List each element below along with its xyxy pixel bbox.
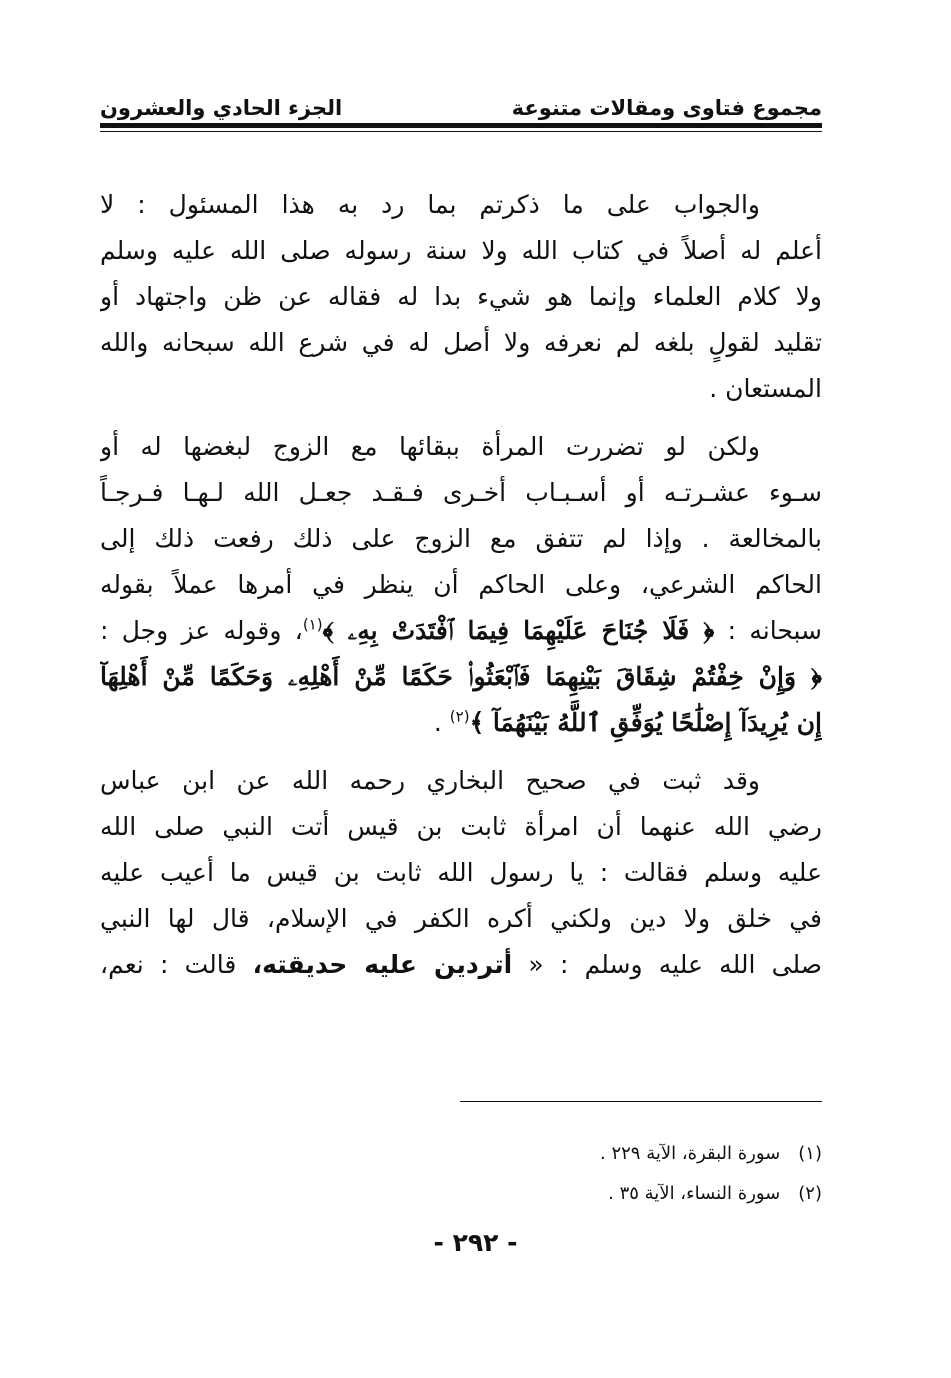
quran-verse: ﴿ وَإِنْ خِفْتُمْ شِقَاقَ بَيْنِهِمَا فَٱبْعَثُوا۟ حَكَمًا مِّنْ أَهْلِهِۦ وَحَكَمًا مِّنْ أَهْلِهَآ — [100, 662, 822, 691]
footnote — [100, 1134, 822, 1174]
footnote — [100, 1174, 822, 1214]
running-header — [100, 84, 822, 120]
text-line — [100, 608, 822, 654]
text-line: رضي الله عنهما أن امرأة ثابت بن قيس أتت النبي صلى الله — [100, 812, 822, 841]
line-text: ، وقوله عز وجل : — [100, 616, 303, 645]
header-rule-thick — [100, 123, 822, 128]
hadith-quote: أتردين عليه حديقته، — [252, 950, 513, 979]
footnotes — [100, 1134, 822, 1214]
text-line — [100, 700, 822, 746]
text-line: ولا كلام العلماء وإنما هو شيء بدا له فقاله عن ظن واجتهاد أو — [100, 282, 822, 311]
paragraph-hadith — [100, 758, 822, 988]
text-line: عليه وسلم فقالت : يا رسول الله ثابت بن قيس ما أعيب عليه — [100, 858, 822, 887]
footnote-ref: (٢) — [449, 707, 470, 726]
footnote-number: (١) — [798, 1143, 822, 1164]
body-text — [100, 182, 822, 1000]
paragraph-answer — [100, 182, 822, 412]
quran-verse: ﴿ فَلَا جُنَاحَ عَلَيْهِمَا فِيمَا ٱفْتَدَتْ بِهِۦ ﴾ — [322, 616, 715, 645]
footnote-text: سورة النساء، الآية ٣٥ . — [608, 1183, 781, 1204]
text-line: المستعان . — [709, 374, 822, 403]
book-title: مجموع فتاوى ومقالات متنوعة — [511, 96, 822, 120]
line-text: قالت : نعم، — [100, 950, 253, 979]
paragraph-khula — [100, 424, 822, 746]
footnote-number: (٢) — [798, 1183, 822, 1204]
text-line: وقد ثبت في صحيح البخاري رحمه الله عن ابن عباس — [100, 766, 760, 795]
text-line: بالمخالعة . وإذا لم تتفق مع الزوج على ذلك رفعت ذلك إلى — [100, 524, 822, 553]
text-line — [100, 654, 822, 700]
text-line: سـوء عشـرتـه أو أسـبـاب أخـرى فـقـد جعـل الله لـهـا فـرجـاً — [100, 478, 822, 507]
page-number: - ٢٩٢ - — [433, 1228, 518, 1257]
line-text: . — [433, 708, 450, 737]
line-text: سبحانه : — [714, 616, 822, 645]
quran-verse: إِن يُرِيدَآ إِصْلَٰحًا يُوَفِّقِ ٱللَّهُ بَيْنَهُمَآ ﴾ — [469, 708, 822, 737]
text-line: الحاكم الشرعي، وعلى الحاكم أن ينظر في أمرها عملاً بقوله — [100, 570, 822, 599]
header-rule-thin — [100, 131, 822, 132]
footnote-ref: (١) — [302, 615, 323, 634]
footnote-separator — [460, 1101, 822, 1102]
volume-label: الجزء الحادي والعشرون — [100, 96, 343, 120]
text-line: تقليد لقولٍ بلغه لم نعرفه ولا أصل له في شرع الله سبحانه والله — [100, 328, 822, 357]
text-line: والجواب على ما ذكرتم بما رد به هذا المسئول : لا — [100, 190, 760, 219]
footnote-text: سورة البقرة، الآية ٢٢٩ . — [600, 1143, 781, 1164]
line-text: صلى الله عليه وسلم : « — [512, 950, 822, 979]
text-line: في خلق ولا دين ولكني أكره الكفر في الإسلام، قال لها النبي — [100, 904, 822, 933]
text-line: ولكن لو تضررت المرأة ببقائها مع الزوج لبغضها له أو — [100, 432, 760, 461]
text-line — [100, 942, 822, 988]
text-line: أعلم له أصلاً في كتاب الله ولا سنة رسوله صلى الله عليه وسلم — [100, 236, 822, 265]
